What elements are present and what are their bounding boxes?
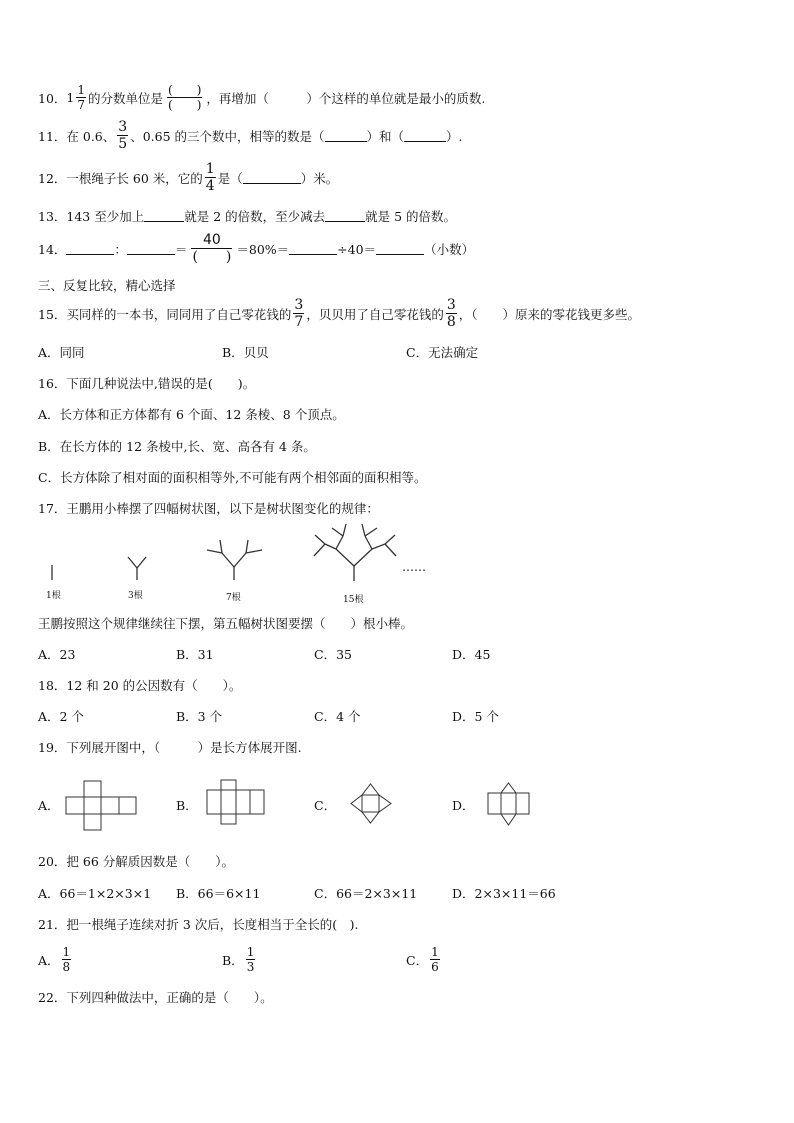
q-text: 12 和 20 的公因数有（ ）。 <box>66 678 242 693</box>
q-text: ）和（ <box>366 128 405 144</box>
fraction: $\frac{1}{3}$ <box>246 945 255 974</box>
fraction: $\frac{1}{7}$ <box>77 83 85 112</box>
option-c[interactable]: C．66＝2×3×11 <box>314 886 418 901</box>
q-text: 是（ <box>217 170 243 186</box>
q-number: 20． <box>38 854 67 869</box>
caption: 7根 <box>226 593 241 603</box>
option-d[interactable]: D．2×3×11＝66 <box>452 886 556 901</box>
q-text: ÷40＝ <box>337 241 377 257</box>
q-number: 17． <box>38 501 67 516</box>
question-20 <box>38 852 234 870</box>
option-label: A． <box>38 952 60 968</box>
option-a[interactable]: A．23 <box>38 647 76 662</box>
option-a[interactable]: A． <box>38 798 60 813</box>
option-b[interactable]: B． <box>176 798 198 813</box>
q-text: ＝ <box>174 241 188 257</box>
question-22 <box>38 988 273 1006</box>
caption: 15根 <box>343 595 364 605</box>
question-21 <box>38 915 359 933</box>
q-text: ，贝贝用了自己零花钱的 <box>306 306 444 322</box>
q-text: ： <box>114 241 127 257</box>
answer-fraction: $\frac{( )}{( )}$ <box>168 83 202 112</box>
option-c[interactable] <box>406 946 442 973</box>
q-text: 、0.65 的三个数中，相等的数是（ <box>130 128 325 144</box>
q-text: ）. <box>446 128 463 144</box>
q-number: 21． <box>38 917 67 932</box>
option-b[interactable]: B．贝贝 <box>222 345 269 360</box>
fraction: $\frac{1}{8}$ <box>62 945 71 974</box>
q-text: 的分数单位是 <box>88 90 164 106</box>
q-text: ＝80%＝ <box>236 241 290 257</box>
ellipsis: …… <box>402 560 426 574</box>
q-text: 买同样的一本书，同同用了自己零花钱的 <box>66 306 292 322</box>
mixed-whole: 1 <box>66 90 75 105</box>
option-a[interactable]: A．同同 <box>38 345 85 360</box>
q-text: 143 至少加上 <box>66 209 145 224</box>
option-a[interactable]: A．2 个 <box>38 709 84 724</box>
q-number: 22． <box>38 990 67 1005</box>
q-text: ，再增加（ ）个这样的单位就是最小的质数. <box>206 90 486 106</box>
option-b[interactable]: B．3 个 <box>176 709 223 724</box>
q-text: 下面几种说法中,错误的是( )。 <box>66 376 256 391</box>
option-c[interactable]: C． <box>314 798 337 813</box>
fraction: $\frac{3}{7}$ <box>294 297 304 330</box>
option-c[interactable]: C．长方体除了相对面的面积相等外,不可能有两个相邻面的面积相等。 <box>38 470 427 485</box>
option-b[interactable] <box>222 946 257 973</box>
option-b[interactable]: B．在长方体的 12 条棱中,长、宽、高各有 4 条。 <box>38 439 316 454</box>
q-text: 下列展开图中，（ ）是长方体展开图. <box>66 740 302 755</box>
option-d[interactable]: D． <box>452 798 475 813</box>
q-text: 王鹏用小棒摆了四幅树状图，以下是树状图变化的规律： <box>66 501 379 516</box>
option-a[interactable]: A．长方体和正方体都有 6 个面、12 条棱、8 个顶点。 <box>38 407 345 422</box>
option-a[interactable] <box>38 946 73 973</box>
fraction: $\frac{3}{5}$ <box>118 119 128 152</box>
fraction: $\frac{1}{4}$ <box>205 161 215 194</box>
option-label: C． <box>406 952 429 968</box>
q-text: 就是 5 的倍数。 <box>365 209 457 224</box>
q-text: 把一根绳子连续对折 3 次后，长度相当于全长的( ). <box>66 917 359 932</box>
fraction: $\frac{1}{6}$ <box>431 945 439 974</box>
caption: 1根 <box>46 591 61 601</box>
caption: 3根 <box>128 591 143 601</box>
q-number: 19． <box>38 740 67 755</box>
q-text: （小数） <box>424 241 475 257</box>
q-text: ，（ ）原来的零花钱更多些。 <box>458 306 641 322</box>
q-text: 把 66 分解质因数是（ ）。 <box>66 854 235 869</box>
option-b[interactable]: B．31 <box>176 647 214 662</box>
q-text: 在 0.6、 <box>66 128 116 144</box>
q-number: 16． <box>38 376 67 391</box>
q-text: 就是 2 的倍数，至少减去 <box>184 209 326 224</box>
q-text: 王鹏按照这个规律继续往下摆，第五幅树状图要摆（ ）根小棒。 <box>38 616 414 631</box>
q-number: 10． <box>38 90 67 106</box>
option-label: B． <box>222 952 244 968</box>
option-d[interactable]: D．5 个 <box>452 709 499 724</box>
option-c[interactable]: C．4 个 <box>314 709 361 724</box>
q-text: ）米。 <box>300 170 339 186</box>
fraction: $\frac{40}{( )}$ <box>192 232 232 265</box>
q-text: 下列四种做法中，正确的是（ ）。 <box>66 990 273 1005</box>
option-c[interactable]: C．无法确定 <box>406 345 479 360</box>
q-number: 14． <box>38 241 67 257</box>
option-d[interactable]: D．45 <box>452 647 491 662</box>
section-title: 三、反复比较，精心选择 <box>38 278 176 293</box>
fraction: $\frac{3}{8}$ <box>446 297 456 330</box>
option-c[interactable]: C．35 <box>314 647 352 662</box>
q-number: 18． <box>38 678 67 693</box>
q-number: 11． <box>38 128 67 144</box>
q-number: 15． <box>38 306 67 322</box>
q-number: 12． <box>38 170 67 186</box>
option-a[interactable]: A．66＝1×2×3×1 <box>38 886 152 901</box>
q-number: 13． <box>38 209 67 224</box>
option-b[interactable]: B．66＝6×11 <box>176 886 261 901</box>
q-text: 一根绳子长 60 米，它的 <box>66 170 203 186</box>
